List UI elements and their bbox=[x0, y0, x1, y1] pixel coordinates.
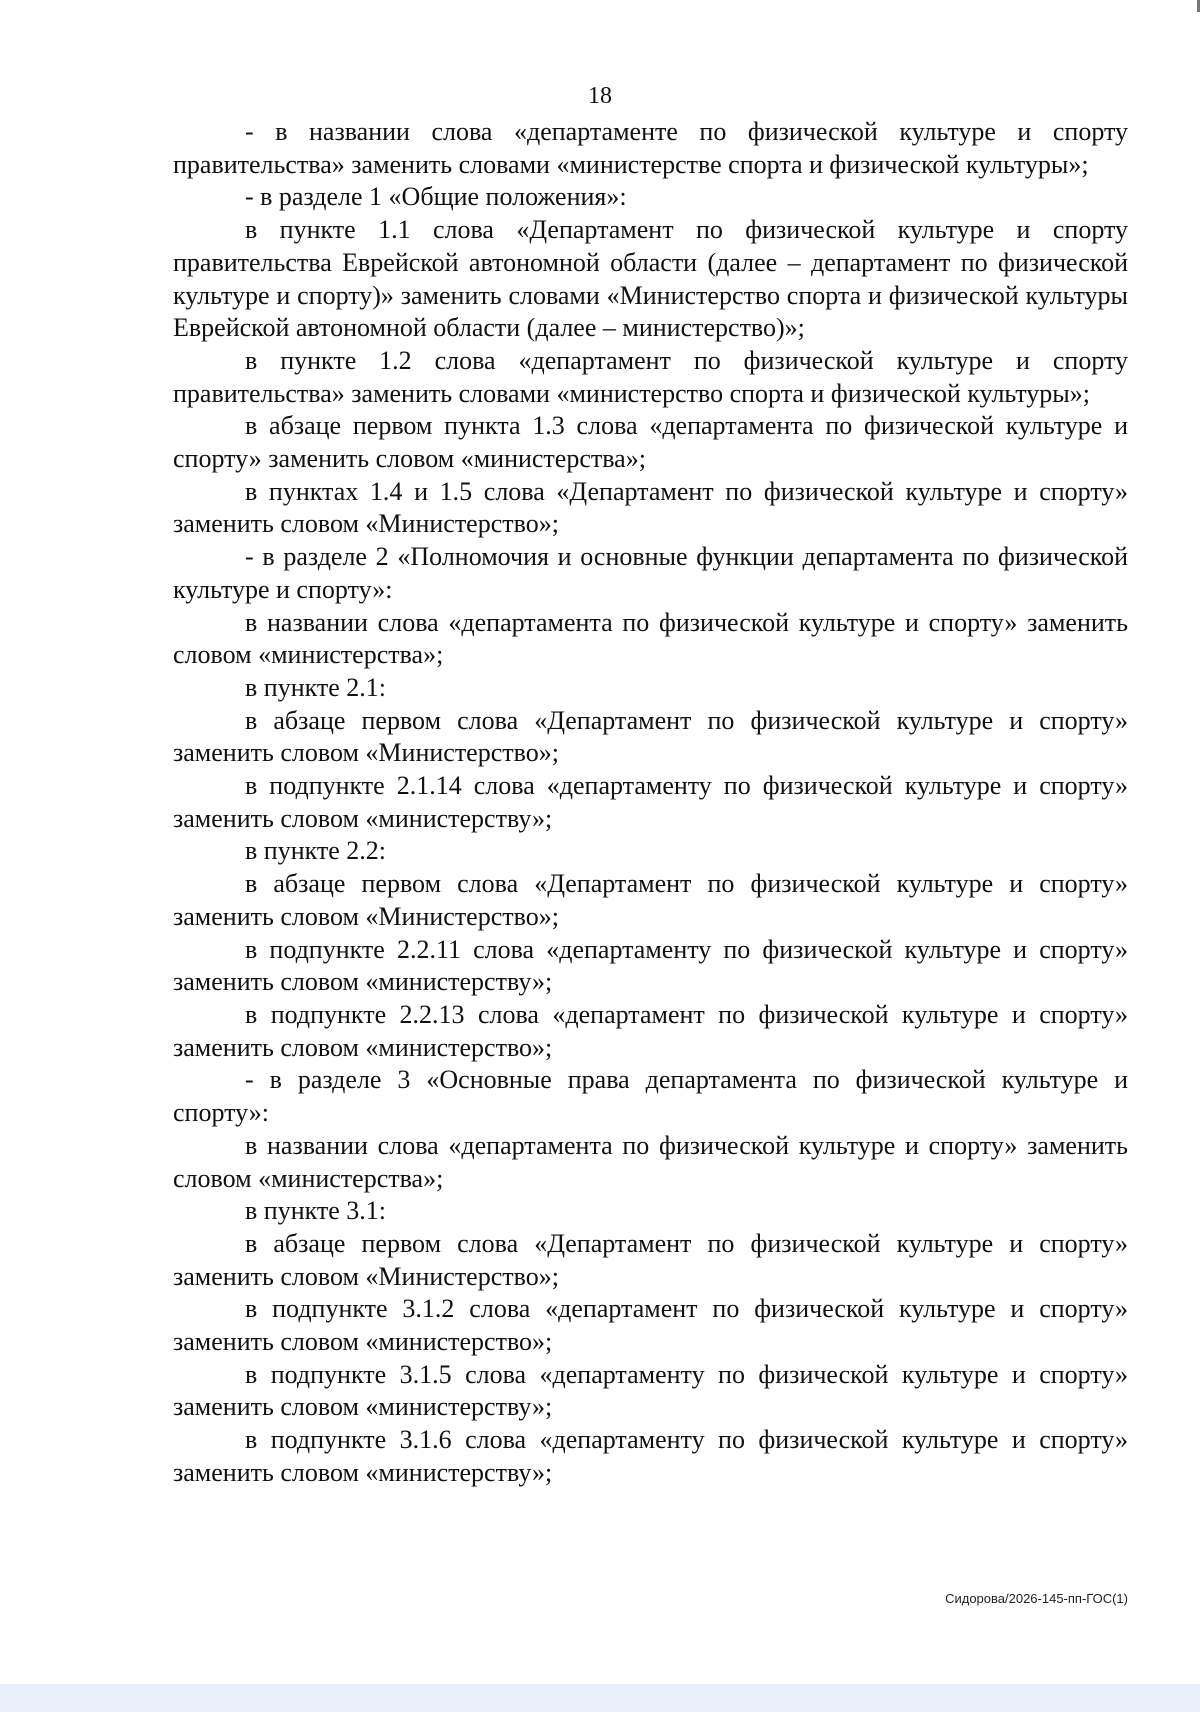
paragraph: в абзаце первом слова «Департамент по физической культуре и спорту» заменить словом «Министерство»; bbox=[173, 1228, 1128, 1291]
paragraph: в подпункте 3.1.2 слова «департамент по физической культуре и спорту» заменить словом «министерство»; bbox=[173, 1294, 1128, 1357]
paragraph: в подпункте 3.1.5 слова «департаменту по физической культуре и спорту» заменить словом «министерству»; bbox=[173, 1359, 1128, 1422]
paragraph: в подпункте 2.2.11 слова «департаменту по физической культуре и спорту» заменить словом «министерству»; bbox=[173, 934, 1128, 997]
paragraph: в подпункте 2.2.13 слова «департамент по физической культуре и спорту» заменить словом «министерство»; bbox=[173, 999, 1128, 1062]
paragraph: в пункте 2.2: bbox=[245, 836, 387, 866]
paragraph: в пункте 1.2 слова «департамент по физической культуре и спорту правительства» заменить словами «министерство спорта и физической культуры»; bbox=[173, 345, 1128, 408]
paragraph: в пункте 2.1: bbox=[245, 672, 387, 702]
paragraph: в названии слова «департамента по физической культуре и спорту» заменить словом «министерства»; bbox=[173, 1130, 1128, 1193]
document-body bbox=[173, 116, 1128, 1490]
paragraph: - в разделе 3 «Основные права департамента по физической культуре и спорту»: bbox=[173, 1065, 1128, 1128]
document-reference-code: Сидорова/2026-145-пп-ГОС(1) bbox=[945, 1591, 1128, 1606]
paragraph: - в разделе 2 «Полномочия и основные функции департамента по физической культуре и спорту»: bbox=[173, 542, 1128, 604]
paragraph: в пункте 1.1 слова «Департамент по физической культуре и спорту правительства Еврейской автономной области (далее – департамент по физической культуре и спорту)» заменить словами «Министерство спорта и физической культуры Еврейской автономной области (далее – министерство)»; bbox=[173, 215, 1128, 343]
paragraph: в подпункте 3.1.6 слова «департаменту по физической культуре и спорту» заменить словом «министерству»; bbox=[173, 1425, 1128, 1487]
paragraph: в абзаце первом слова «Департамент по физической культуре и спорту» заменить словом «Министерство»; bbox=[173, 869, 1128, 931]
paragraph: в абзаце первом слова «Департамент по физической культуре и спорту» заменить словом «Министерство»; bbox=[173, 705, 1128, 768]
scan-bottom-band bbox=[0, 1684, 1200, 1712]
paragraph: в пункте 3.1: bbox=[245, 1196, 387, 1226]
paragraph: в подпункте 2.1.14 слова «департаменту по физической культуре и спорту» заменить словом «министерству»; bbox=[173, 771, 1128, 833]
paragraph: в названии слова «департамента по физической культуре и спорту» заменить словом «министерства»; bbox=[173, 607, 1128, 670]
paragraph: - в названии слова «департаменте по физической культуре и спорту правительства» заменить словами «министерстве спорта и физической культуры»; bbox=[173, 117, 1128, 179]
paragraph: - в разделе 1 «Общие положения»: bbox=[245, 182, 627, 212]
page-number: 18 bbox=[588, 83, 612, 109]
paragraph: в абзаце первом пункта 1.3 слова «департамента по физической культуре и спорту» заменить словом «министерства»; bbox=[173, 411, 1128, 474]
paragraph: в пунктах 1.4 и 1.5 слова «Департамент по физической культуре и спорту» заменить словом «Министерство»; bbox=[173, 476, 1128, 539]
